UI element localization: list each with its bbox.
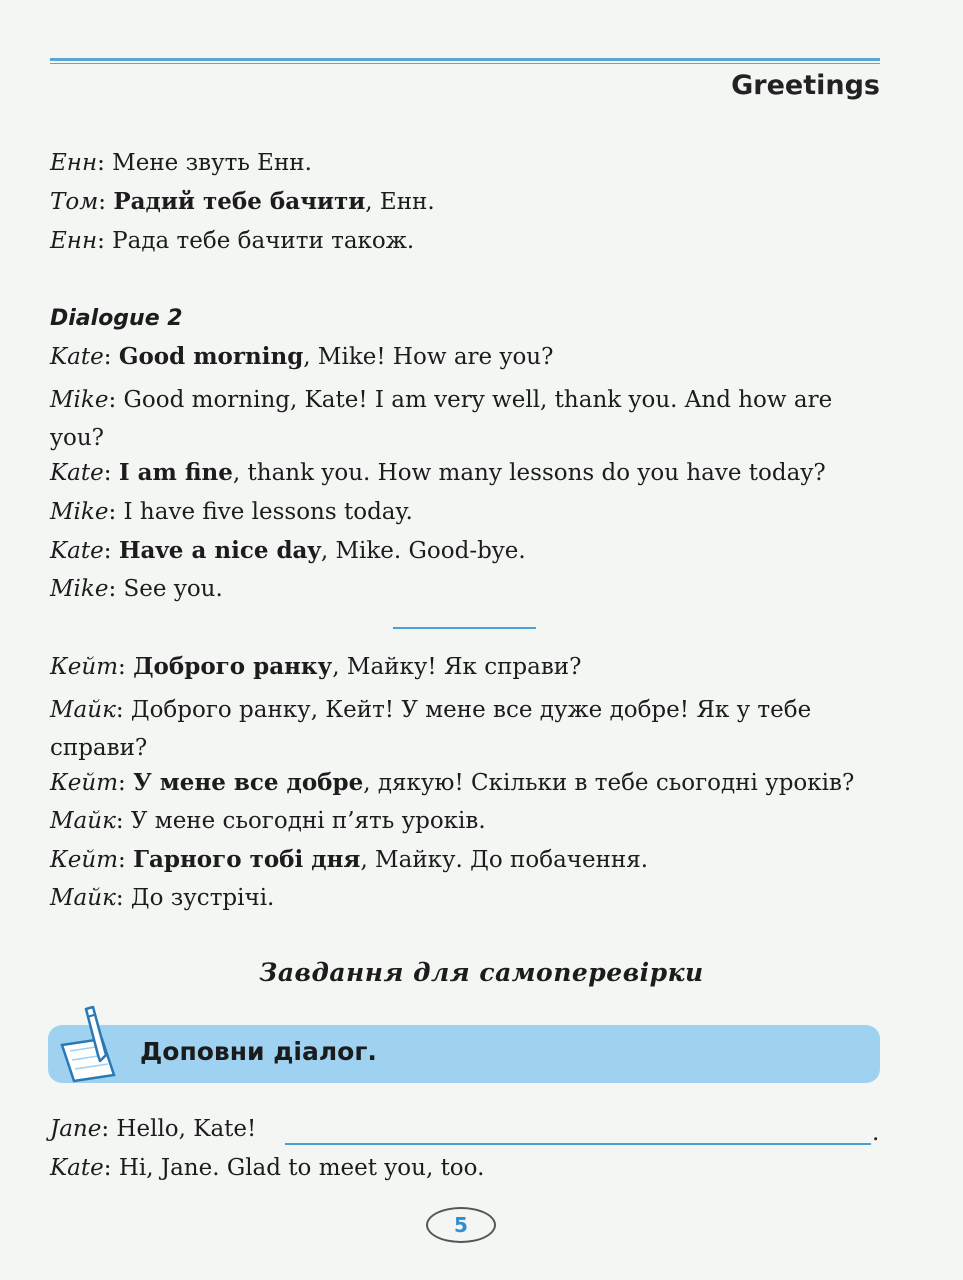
dialogue-line: Майк: До зустрічі. [50,885,275,911]
dialogue-line: Майк: У мене сьогодні п’ять уроків. [50,808,486,834]
instruction-banner [48,1025,880,1083]
page-number: 5 [426,1207,496,1243]
answer-blank-line[interactable] [285,1143,871,1145]
dialogue-line: Mike: I have five lessons today. [50,499,413,525]
dialogue-line: Mike: Good morning, Kate! I am very well, thank you. And how are you? [50,387,833,451]
dialogue-line: Майк: Доброго ранку, Кейт! У мене все дуже добре! Як у тебе справи? [50,697,812,761]
top-rule [50,58,880,64]
dialogue-line: Mike: See you. [50,576,223,602]
self-check-title: Завдання для самоперевірки [259,958,704,987]
dialogue-line: Енн: Мене звуть Енн. [50,150,312,176]
blank-end-period: . [872,1120,880,1146]
dialogue-line: Енн: Рада тебе бачити також. [50,228,415,254]
pencil-notepad-icon [56,1005,136,1087]
dialogue-line: Kate: I am fine, thank you. How many lessons do you have today? [50,459,826,486]
exercise-line: Jane: Hello, Kate! [50,1116,257,1142]
exercise-line: Kate: Hi, Jane. Glad to meet you, too. [50,1155,485,1181]
dialogue-line: Kate: Good morning, Mike! How are you? [50,343,554,370]
separator-rule [393,627,536,629]
dialogue-line: Том: Радий тебе бачити, Енн. [50,188,435,215]
dialogue-line: Kate: Have a nice day, Mike. Good-bye. [50,537,526,564]
dialogue-line: Кейт: Гарного тобі дня, Майку. До побачення. [50,846,649,873]
dialogue-line: Кейт: Доброго ранку, Майку! Як справи? [50,653,582,680]
dialogue-line: Кейт: У мене все добре, дякую! Скільки в тебе сьогодні уроків? [50,769,855,796]
section-title: Greetings [731,70,880,101]
dialogue-heading: Dialogue 2 [50,306,183,331]
instruction-text: Доповни діалог. [140,1037,377,1066]
